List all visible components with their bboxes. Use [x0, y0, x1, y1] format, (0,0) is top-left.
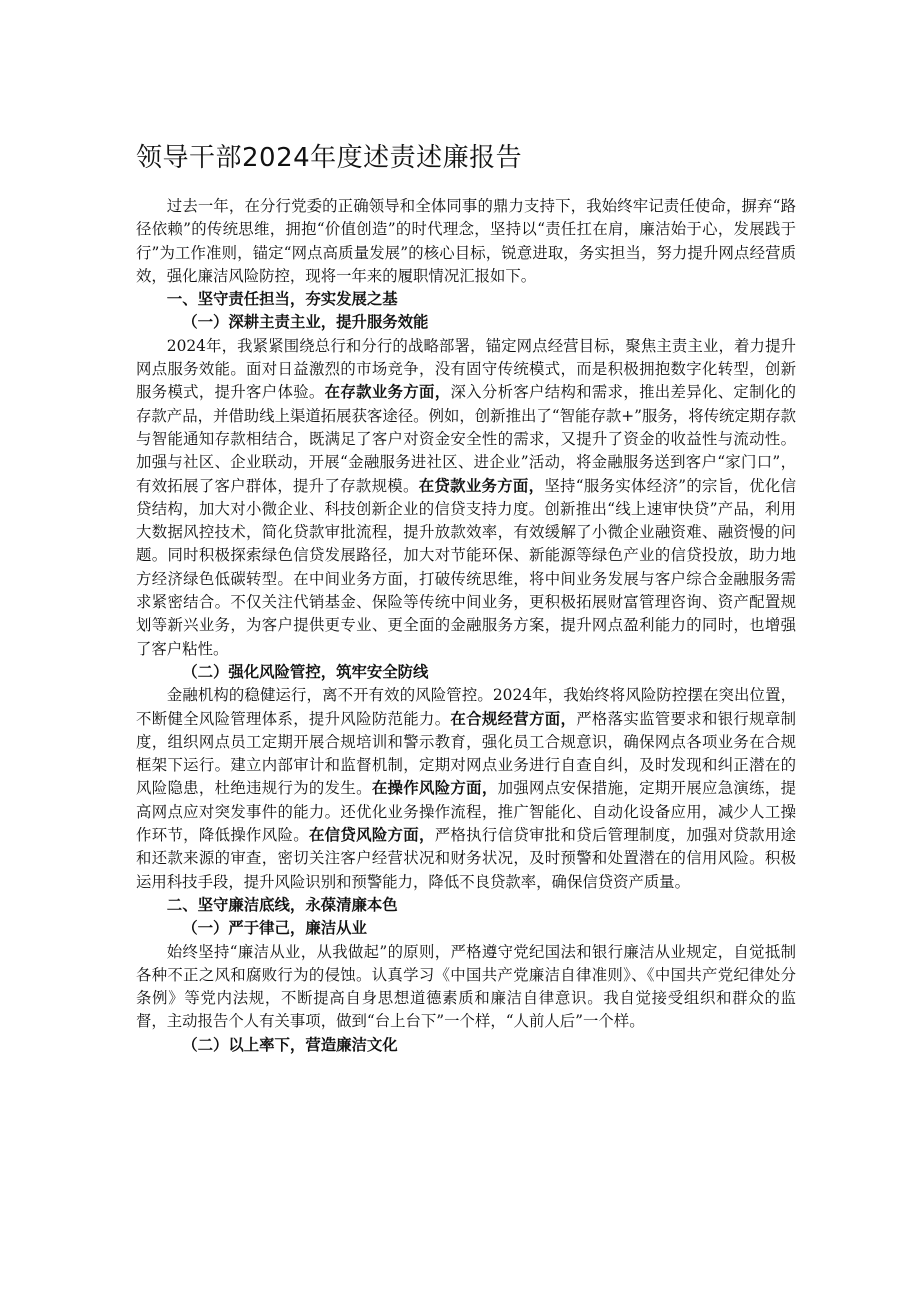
subsection-heading-1-1: （一）深耕主责主业，提升服务效能 [182, 313, 429, 332]
emphasis-compliance: 在合规经营方面， [450, 709, 577, 728]
text-run: 深入分析客户结构和需求，推出差异化、定制化的存款产品，并借助线上渠道拓展获客途径。例如，创新推出了“智能存款+”服务，将传统定期存款与智能通知存款相结合，既满足了客户对资金安全性的需求，又提升了资金的收益性与流动性。加强与社区、企业联动，开展“金融服务进社区、进企业”活动，将金融服务送到客户“家门口”，有效拓展了客户群体，提升了存款规模。 [136, 383, 796, 495]
subsection-heading-1-2: （二）强化风险管控，筑牢安全防线 [182, 662, 429, 681]
emphasis-operational-risk: 在操作风险方面， [371, 779, 498, 798]
text-run: 加强网点安保措施，定期开展应急演练，提高网点应对突发事件的能力。还优化业务操作流程，推广智能化、自动化设备应用，减少人工操作环节，降低操作风险。 [136, 779, 796, 845]
intro-paragraph: 过去一年，在分行党委的正确领导和全体同事的鼎力支持下，我始终牢记责任使命，摒弃“路径依赖”的传统思维，拥抱“价值创造”的时代理念，坚持以“责任扛在肩，廉洁始于心，发展践于行”为工作准则，锚定“网点高质量发展”的核心目标，锐意进取，务实担当，努力提升网点经营质效，强化廉洁风险防控，现将一年来的履职情况汇报如下。 [136, 197, 796, 285]
paragraph-risk-control [136, 684, 796, 894]
emphasis-loan-business: 在贷款业务方面， [418, 476, 545, 495]
paragraph-core-business [136, 335, 796, 661]
emphasis-credit-risk: 在信贷风险方面， [308, 826, 435, 845]
text-run: 严格落实监管要求和银行规章制度，组织网点员工定期开展合规培训和警示教育，强化员工合规意识，确保网点各项业务在合规框架下运行。建立内部审计和监督机制，定期对网点业务进行自查自纠，及时发现和纠正潜在的风险隐患，杜绝违规行为的发生。 [136, 709, 796, 798]
document-body [136, 195, 796, 1057]
document-page [136, 0, 796, 1057]
subsection-heading-2-2: （二）以上率下，营造廉洁文化 [182, 1035, 398, 1054]
document-title: 领导干部2024年度述责述廉报告 [136, 143, 523, 173]
paragraph-integrity: 始终坚持“廉洁从业，从我做起”的原则，严格遵守党纪国法和银行廉洁从业规定，自觉抵制各种不正之风和腐败行为的侵蚀。认真学习《中国共产党廉洁自律准则》、《中国共产党纪律处分条例》等党内法规，不断提高自身思想道德素质和廉洁自律意识。我自觉接受组织和群众的监督，主动报告个人有关事项，做到“台上台下”一个样，“人前人后”一个样。 [136, 942, 796, 1031]
text-run: 坚持“服务实体经济”的宗旨，优化信贷结构，加大对小微企业、科技创新企业的信贷支持力度。创新推出“线上速审快贷”产品，利用大数据风控技术，简化贷款审批流程，提升放款效率，有效缓解了小微企业融资难、融资慢的问题。同时积极探索绿色信贷发展路径，加大对节能环保、新能源等绿色产业的信贷投放，助力地方经济绿色低碳转型。在中间业务方面，打破传统思维，将中间业务发展与客户综合金融服务需求紧密结合。不仅关注代销基金、保险等传统中间业务，更积极拓展财富管理咨询、资产配置规划等新兴业务，为客户提供更专业、更全面的金融服务方案，提升网点盈利能力的同时，也增强了客户粘性。 [136, 476, 796, 658]
emphasis-deposit-business: 在存款业务方面， [324, 383, 451, 402]
text-run: 2024年，我紧紧围绕总行和分行的战略部署，锚定网点经营目标，聚焦主责主业，着力提升网点服务效能。面对日益激烈的市场竞争，没有固守传统模式，而是积极拥抱数字化转型，创新服务模式，提升客户体验。 [136, 336, 796, 402]
section-heading-1: 一、坚守责任担当，夯实发展之基 [166, 290, 398, 309]
subsection-heading-2-1: （一）严于律己，廉洁从业 [182, 919, 367, 938]
section-heading-2: 二、坚守廉洁底线，永葆清廉本色 [166, 895, 398, 914]
text-run: 严格执行信贷审批和贷后管理制度，加强对贷款用途和还款来源的审查，密切关注客户经营状况和财务状况，及时预警和处置潜在的信用风险。积极运用科技手段，提升风险识别和预警能力，降低不良贷款率，确保信贷资产质量。 [136, 826, 796, 891]
text-run: 金融机构的稳健运行，离不开有效的风险管控。2024年，我始终将风险防控摆在突出位置，不断健全风险管理体系，提升风险防范能力。 [136, 686, 796, 728]
